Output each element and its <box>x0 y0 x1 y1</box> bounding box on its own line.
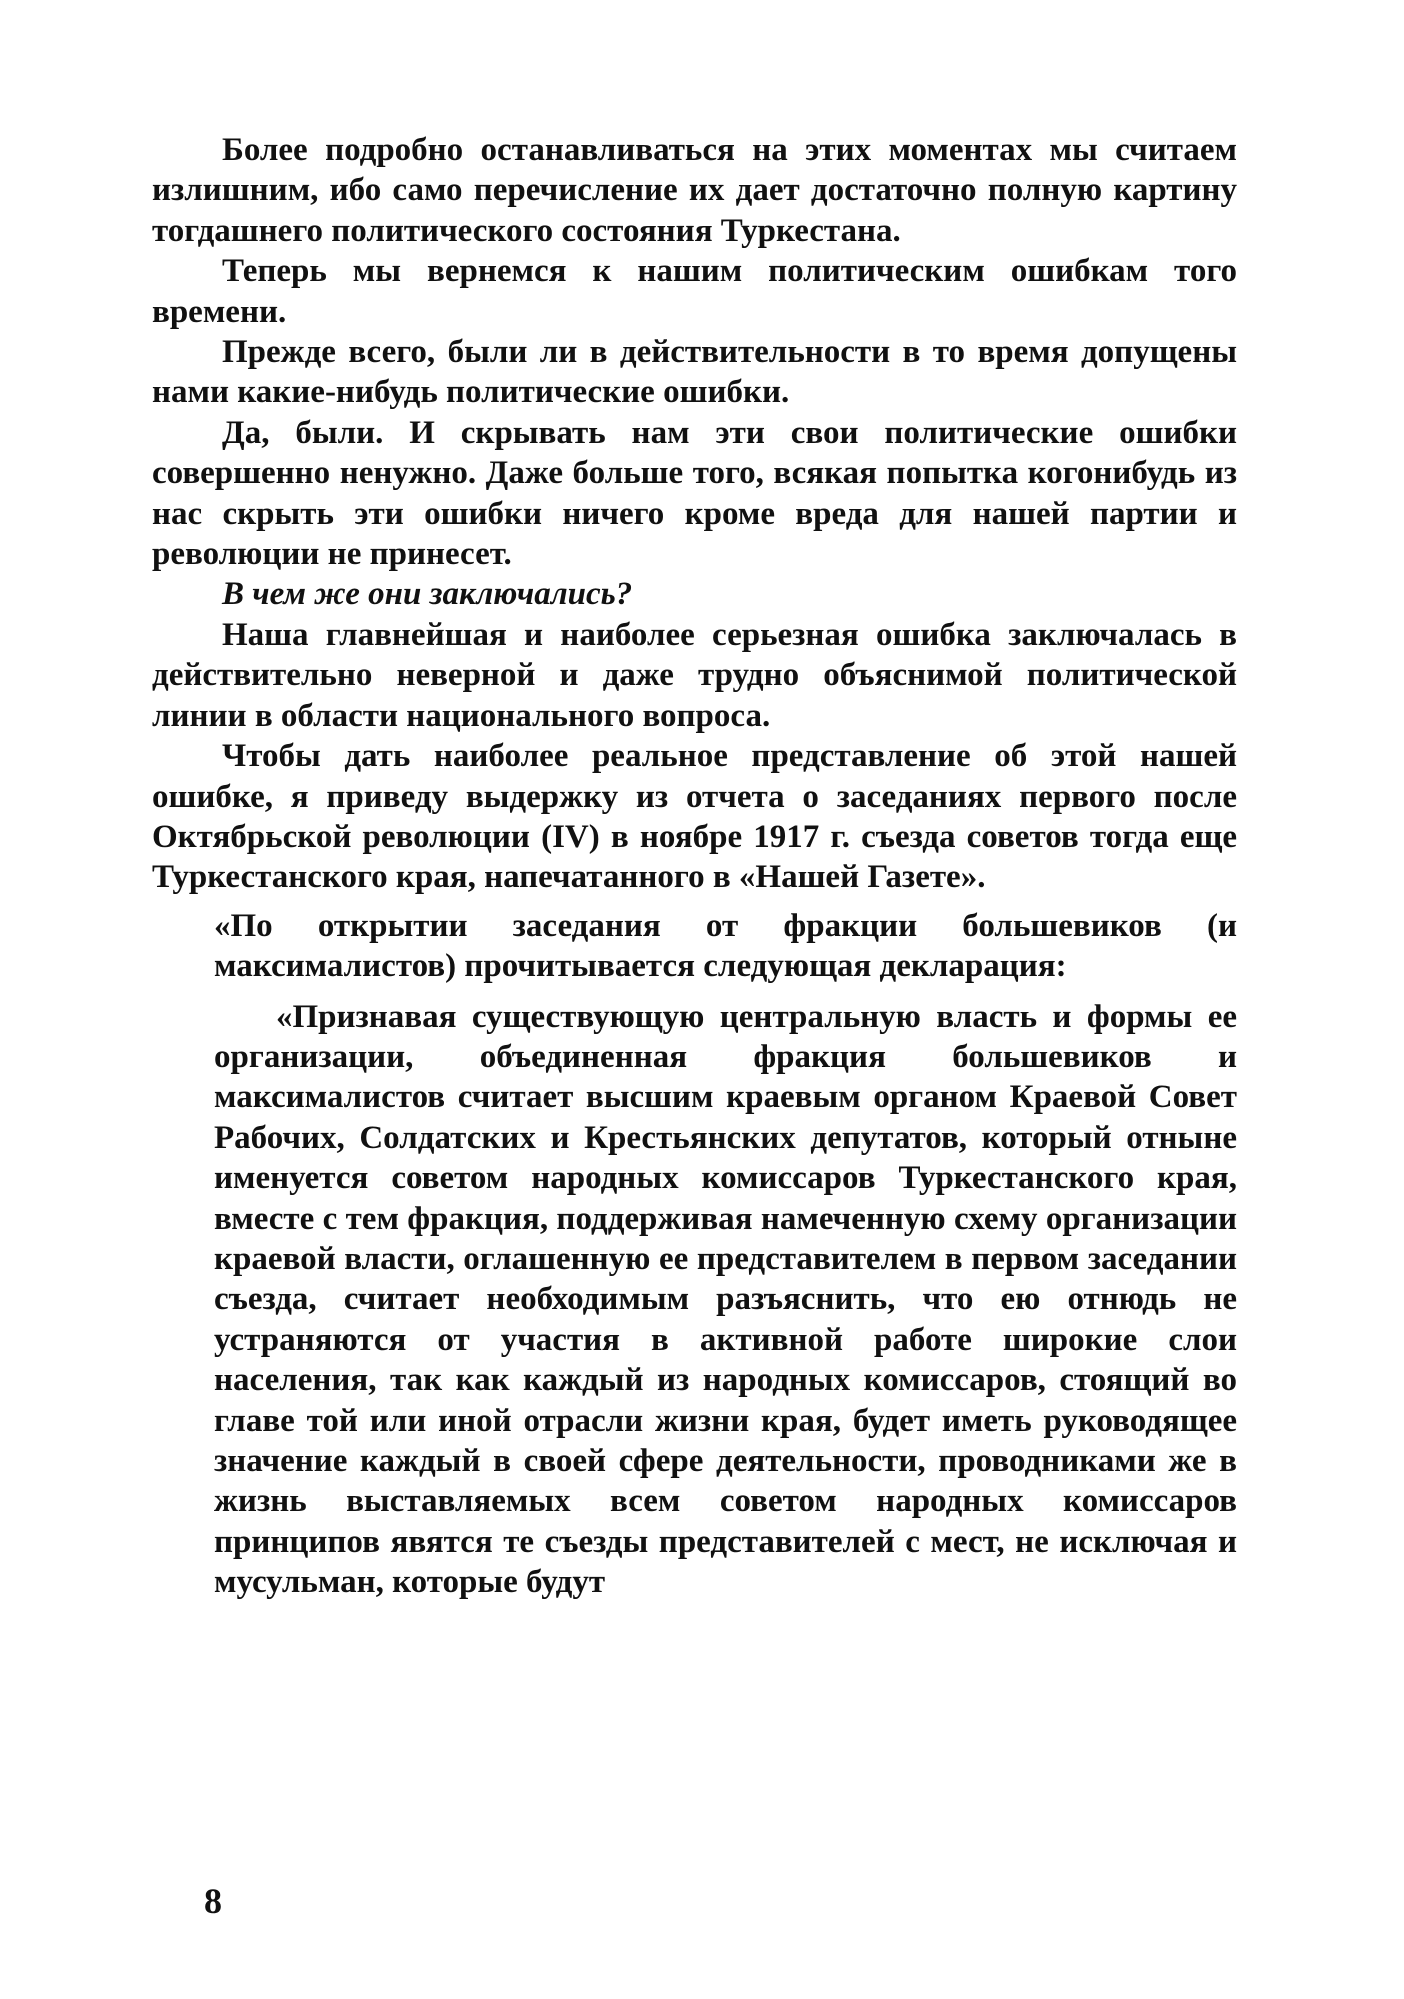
paragraph-7: Чтобы дать наиболее реальное представление об этой нашей ошибке, я приведу выдержку из отчета о заседаниях первого после Октябрьской революции (IV) в ноябре 1917 г. съезда советов тогда еще Туркестанского края, напечатанного в «Нашей Газете». <box>152 738 1237 896</box>
paragraph-2: Теперь мы вернемся к нашим политическим ошибкам того времени. <box>152 253 1237 330</box>
quote-declaration: «Признавая существующую центральную власть и формы ее организации, объединенная фракция большевиков и максималистов считает высшим краевым органом Краевой Совет Рабочих, Солдатских и Крестьянских депутатов, который отныне именуется советом народных комиссаров Туркестанского края, вместе с тем фракция, поддерживая намеченную схему организации краевой власти, оглашенную ее представителем в первом заседании съезда, считает необходимым разъяснить, что ею отнюдь не устраняются от участия в активной работе широкие слои населения, так как каждый из народных комиссаров, стоящий во главе той или иной отрасли жизни края, будет иметь руководящее значение каждый в своей сфере деятельности, проводниками же в жизнь выставляемых всем советом народных комиссаров принципов явятся те съезды представителей с мест, не исключая и мусульман, которые будут <box>214 998 1237 1601</box>
paragraph-1: Более подробно останавливаться на этих моментах мы считаем излишним, ибо само перечисление их дает достаточно полную картину тогдашнего политического состояния Туркестана. <box>152 132 1237 249</box>
paragraph-question: В чем же они заключались? <box>222 576 633 613</box>
paragraph-4: Да, были. И скрывать нам эти свои политические ошибки совершенно ненужно. Даже больше того, всякая попытка когонибудь из нас скрыть эти ошибки ничего кроме вреда для нашей партии и революции не принесет. <box>152 414 1237 573</box>
quote-intro: «По открытии заседания от фракции большевиков (и максималистов) прочитывается следующая декларация: <box>214 907 1237 985</box>
page-number: 8 <box>204 1881 222 1921</box>
paragraph-6: Наша главнейшая и наиболее серьезная ошибка заключалась в действительно неверной и даже трудно объяснимой политической линии в области национального вопроса. <box>152 616 1237 734</box>
page-text <box>152 130 1237 1603</box>
paragraph-3: Прежде всего, были ли в действительности в то время допущены нами какие-нибудь политические ошибки. <box>152 334 1237 411</box>
